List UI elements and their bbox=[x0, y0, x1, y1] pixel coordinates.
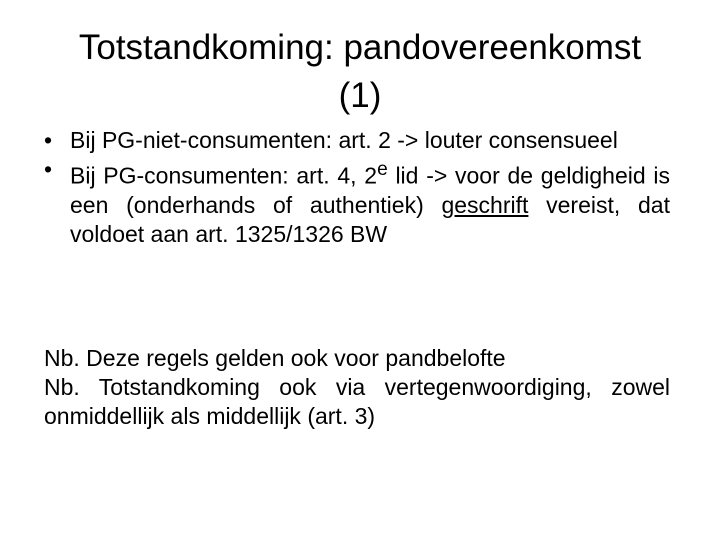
bullet-item-pg-niet-consumenten bbox=[44, 126, 670, 155]
bullet-dot-icon: • bbox=[44, 156, 53, 182]
underlined-geschrift: geschrift bbox=[441, 191, 529, 218]
bullet-text-part-2: lid -> voor de geldigheid is een (onderhands of authentiek) bbox=[70, 162, 671, 218]
bullet-text-part-3: vereist, dat voldoet aan art. 1325/1326 BW bbox=[70, 191, 670, 247]
slide-title bbox=[40, 24, 680, 120]
bullet-text: Bij PG-niet-consumenten: art. 2 -> louter consensueel bbox=[70, 127, 618, 153]
bullet-text-part-1: Bij PG-consumenten: art. 4, 2 bbox=[70, 162, 378, 189]
note-pandbelofte: Nb. Deze regels gelden ook voor pandbelofte bbox=[44, 345, 506, 371]
bullet-item-pg-consumenten bbox=[44, 155, 670, 249]
slide-title-line-2: (1) bbox=[338, 76, 382, 115]
slide-title-line-1: Totstandkoming: pandovereenkomst bbox=[78, 28, 642, 67]
note-vertegenwoordiging: Nb. Totstandkoming ook via vertegenwoordiging, zowel onmiddellijk als middellijk (art. 3) bbox=[44, 374, 670, 429]
notes bbox=[44, 344, 670, 431]
bullet-dot-icon: • bbox=[44, 127, 53, 153]
superscript-e: e bbox=[377, 159, 388, 180]
bullet-list bbox=[44, 126, 670, 249]
